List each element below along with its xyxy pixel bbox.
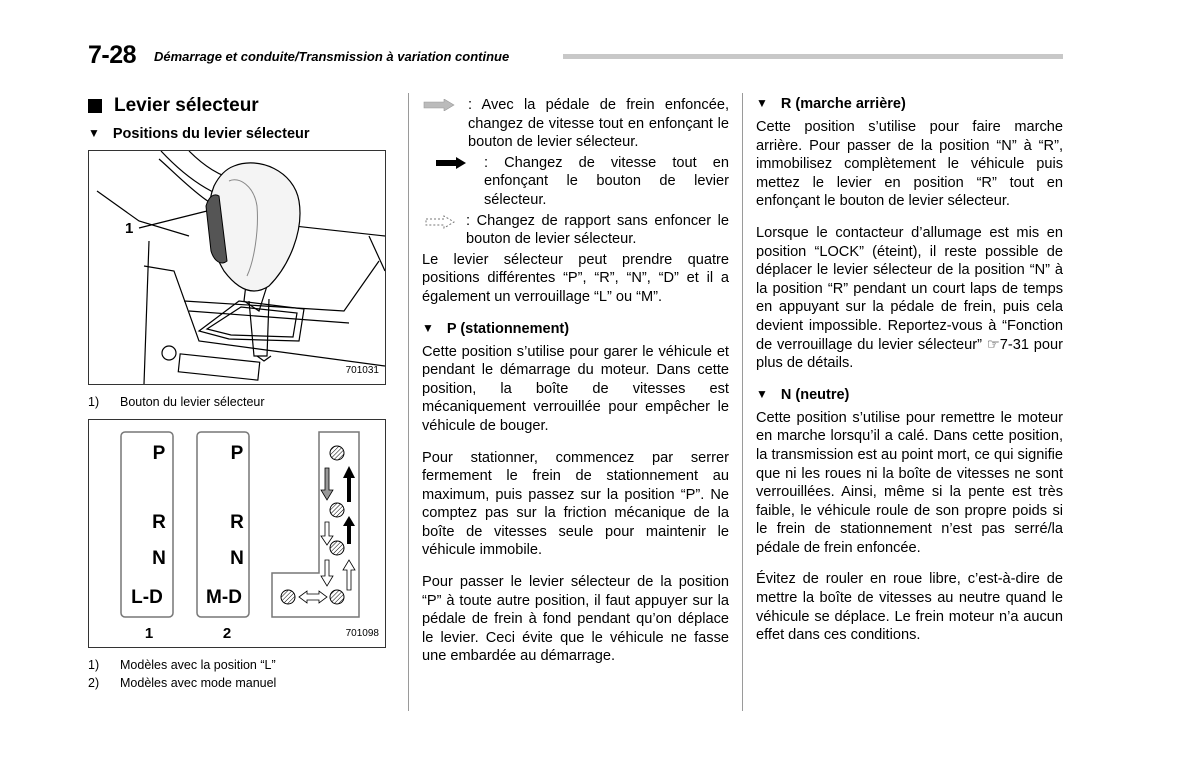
column-1 <box>88 95 386 692</box>
figure-code: 701031 <box>345 365 379 376</box>
figure2-captions <box>88 656 386 692</box>
header-title: Démarrage et conduite/Transmission à variation continue <box>154 49 510 64</box>
p-paragraph-1: Cette position s’utilise pour garer le véhicule et pendant le démarrage du moteur. Dans cette position, la boîte de vitesses est mécaniquement verrouillée pour empêcher le véhicule de bouger. <box>422 343 729 434</box>
black-arrow-icon <box>422 154 484 210</box>
page-header <box>88 40 1063 70</box>
p-paragraph-2: Pour stationner, commencez par serrer fermement le frein de stationnement au maximum, puis passez sur la position “P”. Ne comptez pas sur la friction mécanique de la boîte de vitesses seule pour maintenir le véhicule immobile. <box>422 449 729 559</box>
legend-item-gray: : Avec la pédale de frein enfoncée, changez de vitesse tout en enfonçant le bouton de levier sélecteur. <box>422 96 729 152</box>
column-2 <box>422 96 729 679</box>
gate2-p: P <box>230 443 244 464</box>
page-number: 7-28 <box>88 41 137 69</box>
n-paragraph-1: Cette position s’utilise pour remettre le moteur en marche lorsqu’il a calé. Dans cette position, la transmission est au point mort, ce qui signifie que ni les roues ni la boîte de vitesses ne sont verrouillées. Ainsi, même si la pente est très faible, le véhicule roule de son propre poids si le frein de stationnement n’est pas serré/la pédale de frein enfoncée. <box>756 409 1063 556</box>
gate2-d: M-D <box>206 587 242 608</box>
triangle-bullet-icon: ▼ <box>422 320 434 335</box>
shift-lever-illustration <box>89 151 385 384</box>
n-paragraph-2: Évitez de rouler en roue libre, c’est-à-dire de mettre la boîte de vitesses au neutre quand le véhicule se déplace. Le frein moteur n’a aucun effet dans ces conditions. <box>756 571 1063 644</box>
p-paragraph-3: Pour passer le levier sélecteur de la position “P” à toute autre position, il faut appuyer sur la pédale de frein à fond pendant qu’on déplace le levier. Ceci évite que le véhicule ne fasse une embardée au démarrage. <box>422 574 729 665</box>
figure-code: 701098 <box>345 628 379 639</box>
figure2-caption-1: 1) Modèles avec la position “L” <box>88 658 276 672</box>
gate2-r: R <box>230 512 244 533</box>
gate1-p: P <box>152 443 166 464</box>
subsection-title: ▼ Positions du levier sélecteur <box>88 126 310 142</box>
p-heading: ▼ P (stationnement) <box>422 320 570 337</box>
legend-item-black: : Changez de vitesse tout en enfonçant le bouton de levier sélecteur. <box>422 154 729 210</box>
header-rule <box>563 54 1063 59</box>
r-paragraph-1: Cette position s’utilise pour faire marche arrière. Pour passer de la position “N” à “R”, immobilisez complètement le véhicule puis mettez le levier en position “R” tout en enfonçant le bouton de levier sélecteur. <box>756 119 1063 210</box>
figure-gate-patterns <box>88 419 386 648</box>
r-paragraph-2: Lorsque le contacteur d’allumage est mis en position “LOCK” (éteint), il reste possible de déplacer le levier sélecteur de la position “N” à la position “R” pendant un court laps de temps en appuyant sur la pédale de frein, puis cela devient impossible. Reportez-vous à “Fonction de verrouillage du levier sélecteur” ☞7-31 pour plus de détails. <box>756 224 1063 372</box>
gate1-n: N <box>152 548 166 569</box>
legend-item-outline: : Changez de rapport sans enfoncer le bouton de levier sélecteur. <box>422 212 729 249</box>
gate2-label: 2 <box>222 625 232 642</box>
n-heading: ▼ N (neutre) <box>756 386 850 403</box>
square-bullet-icon <box>88 99 102 113</box>
gate1-label: 1 <box>144 625 154 642</box>
triangle-bullet-icon: ▼ <box>756 96 768 110</box>
column-divider-1 <box>408 93 409 711</box>
figure2-caption-2: 2) Modèles avec mode manuel <box>88 676 277 690</box>
column-3 <box>756 95 1063 658</box>
triangle-bullet-icon: ▼ <box>88 126 100 140</box>
callout-label: 1 <box>125 220 134 237</box>
intro-paragraph: Le levier sélecteur peut prendre quatre positions différentes “P”, “R”, “N”, “D” et il a également un verrouillage “L” ou “M”. <box>422 251 729 305</box>
gate2-n: N <box>230 548 244 569</box>
outline-arrow-icon <box>422 212 466 249</box>
figure1-caption: 1) Bouton du levier sélecteur <box>88 395 265 409</box>
gray-arrow-icon <box>422 96 468 152</box>
r-heading: ▼ R (marche arrière) <box>756 96 906 112</box>
section-title: Levier sélecteur <box>88 95 386 117</box>
gate1-d: L-D <box>131 587 163 608</box>
gate-pattern-illustration <box>89 420 385 647</box>
triangle-bullet-icon: ▼ <box>756 386 768 401</box>
figure-shift-lever <box>88 150 386 385</box>
gate1-r: R <box>152 512 166 533</box>
column-divider-2 <box>742 93 743 711</box>
